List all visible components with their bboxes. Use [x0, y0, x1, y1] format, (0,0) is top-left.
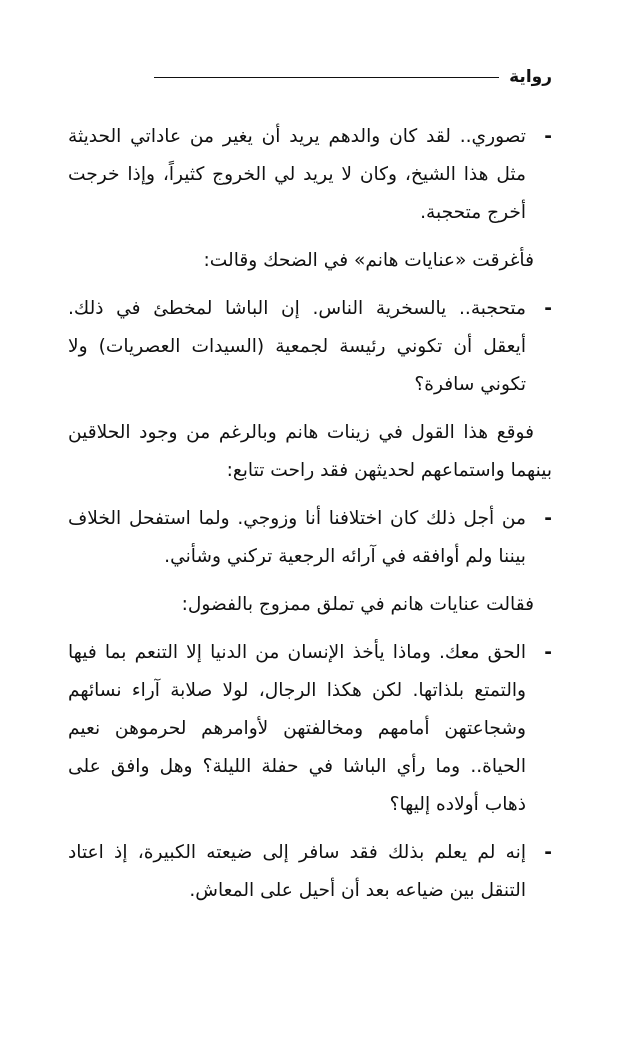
header-rule [154, 77, 499, 78]
dialogue-paragraph [68, 834, 552, 910]
dialogue-dash: - [544, 508, 552, 529]
running-header [0, 62, 552, 92]
dialogue-dash: - [544, 642, 552, 663]
page-body [68, 118, 552, 920]
dialogue-dash: - [544, 298, 552, 319]
dialogue-paragraph [68, 634, 552, 824]
narration-paragraph [68, 242, 552, 280]
dialogue-dash: - [544, 126, 552, 147]
dialogue-paragraph [68, 290, 552, 404]
header-title: رواية [509, 67, 552, 87]
dialogue-dash: - [544, 842, 552, 863]
narration-paragraph [68, 414, 552, 490]
paragraph-text: فقالت عنايات هانم في تملق ممزوج بالفضول: [181, 594, 534, 615]
paragraph-text: إنه لم يعلم بذلك فقد سافر إلى ضيعته الكبيرة، إذ اعتاد التنقل بين ضياعه بعد أن أحيل على المعاش. [68, 842, 526, 901]
paragraph-text: فأغرقت «عنايات هانم» في الضحك وقالت: [203, 250, 534, 271]
paragraph-text: متحجبة.. يالسخرية الناس. إن الباشا لمخطئ في ذلك. أيعقل أن تكوني رئيسة لجمعية (السيدات العصريات) ولا تكوني سافرة؟ [68, 298, 526, 395]
paragraph-text: الحق معك. وماذا يأخذ الإنسان من الدنيا إلا التنعم بما فيها والتمتع بلذاتها. لكن هكذا الرجال، لولا صلابة آراء نسائهم وشجاعتهن أمامهم ومخالفتهن لأوامرهم لحرموهن نعيم الحياة.. وما رأي الباشا في حفلة الليلة؟ وهل وافق على ذهاب أولاده إليها؟ [68, 642, 526, 815]
paragraph-text: تصوري.. لقد كان والدهم يريد أن يغير من عاداتي الحديثة مثل هذا الشيخ، وكان لا يريد لي الخروج كثيراً، وإذا خرجت أخرج متحجبة. [68, 126, 526, 223]
dialogue-paragraph [68, 118, 552, 232]
dialogue-paragraph [68, 500, 552, 576]
paragraph-text: من أجل ذلك كان اختلافنا أنا وزوجي. ولما استفحل الخلاف بيننا ولم أوافقه في آرائه الرجعية تركني وشأني. [68, 508, 526, 567]
paragraph-text: فوقع هذا القول في زينات هانم وبالرغم من وجود الحلاقين بينهما واستماعهم لحديثهن فقد راحت تتابع: [68, 422, 552, 481]
narration-paragraph [68, 586, 552, 624]
